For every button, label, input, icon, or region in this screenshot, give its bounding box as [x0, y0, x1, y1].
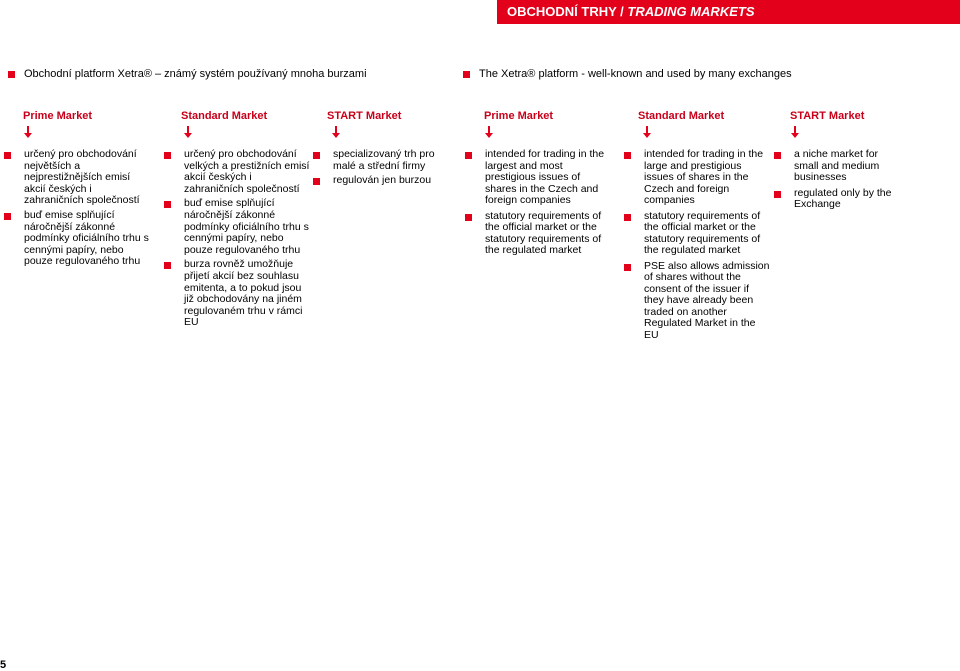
- column-heading: Standard Market: [638, 110, 725, 122]
- column-heading: START Market: [790, 110, 865, 122]
- market-column-prime-cz: [4, 149, 150, 271]
- item-text: statutory requirements of the official market or the statutory requirements of the regulated market: [485, 209, 602, 256]
- item-text: intended for trading in the large and prestigious issues of shares in the Czech and foreign companies: [644, 148, 764, 206]
- list-item: [624, 211, 770, 257]
- list-item: [4, 210, 150, 268]
- list-item: [164, 198, 310, 256]
- down-arrow-icon: [642, 126, 652, 138]
- bullet-icon: [774, 152, 781, 159]
- column-heading: Standard Market: [181, 110, 268, 122]
- market-column-prime-en: [465, 149, 613, 261]
- list-item: [624, 261, 770, 342]
- item-text: specializovaný trh pro malé a střední firmy: [333, 148, 435, 172]
- bullet-icon: [164, 262, 171, 269]
- bullet-icon: [774, 191, 781, 198]
- item-text: určený pro obchodování největších a nejprestižnějších emisí akcií českých i zahraničních společností: [24, 148, 140, 207]
- market-column-start-cz: [313, 149, 453, 190]
- item-text: regulován jen burzou: [333, 174, 432, 187]
- item-text: regulated only by the Exchange: [794, 186, 892, 210]
- list-item: [624, 149, 770, 207]
- list-item: [465, 149, 613, 207]
- bullet-icon: [463, 71, 470, 78]
- item-text: PSE also allows admission of shares without the consent of the issuer if they have already been traded on another Regulated Market in the EU: [644, 259, 770, 341]
- down-arrow-icon: [183, 126, 193, 138]
- bullet-icon: [465, 152, 472, 159]
- bullet-icon: [313, 178, 320, 185]
- list-item: [313, 175, 453, 187]
- down-arrow-icon: [23, 126, 33, 138]
- item-text: buď emise splňující náročnější zákonné podmínky oficiálního trhu s cennými papíry, nebo pouze regulovaného trhu: [184, 197, 309, 256]
- bullet-icon: [8, 71, 15, 78]
- intro-czech: [8, 68, 367, 80]
- item-text: intended for trading in the largest and most prestigious issues of shares in the Czech and foreign companies: [485, 148, 605, 206]
- column-heading: Prime Market: [23, 110, 93, 122]
- title-czech: OBCHODNÍ TRHY /: [507, 4, 628, 19]
- intro-english: [463, 68, 792, 80]
- list-item: [313, 149, 453, 172]
- bullet-icon: [4, 152, 11, 159]
- list-item: [4, 149, 150, 207]
- column-heading: Prime Market: [484, 110, 554, 122]
- bullet-icon: [465, 214, 472, 221]
- list-item: [465, 211, 613, 257]
- item-text: a niche market for small and medium businesses: [794, 148, 880, 183]
- list-item: [164, 259, 310, 329]
- bullet-icon: [164, 201, 171, 208]
- list-item: [774, 149, 904, 184]
- item-text: určený pro obchodování velkých a prestižních emisí akcií českých i zahraničních společností: [184, 148, 310, 195]
- intro-czech-text: Obchodní platform Xetra® – známý systém používaný mnoha burzami: [24, 68, 367, 80]
- down-arrow-icon: [790, 126, 800, 138]
- bullet-icon: [313, 152, 320, 159]
- bullet-icon: [624, 152, 631, 159]
- item-text: statutory requirements of the official market or the statutory requirements of the regulated market: [644, 209, 761, 256]
- market-column-standard-en: [624, 149, 770, 345]
- page-title: [497, 0, 960, 24]
- column-heading: START Market: [327, 110, 402, 122]
- down-arrow-icon: [484, 126, 494, 138]
- bullet-icon: [4, 213, 11, 220]
- bullet-icon: [624, 264, 631, 271]
- market-column-standard-cz: [164, 149, 310, 332]
- title-english: TRADING MARKETS: [627, 4, 755, 19]
- market-column-start-en: [774, 149, 904, 215]
- item-text: burza rovněž umožňuje přijetí akcií bez souhlasu emitenta, a to pokud jsou již obchodovány na jiném regulovaném trhu v rámci EU: [184, 258, 303, 329]
- page-number: 5: [0, 659, 7, 671]
- bullet-icon: [624, 214, 631, 221]
- list-item: [774, 188, 904, 211]
- intro-english-text: The Xetra® platform - well-known and used by many exchanges: [479, 68, 792, 80]
- item-text: buď emise splňující náročnější zákonné podmínky oficiálního trhu s cennými papíry, nebo pouze regulovaného trhu: [24, 208, 149, 268]
- list-item: [164, 149, 310, 195]
- down-arrow-icon: [331, 126, 341, 138]
- bullet-icon: [164, 152, 171, 159]
